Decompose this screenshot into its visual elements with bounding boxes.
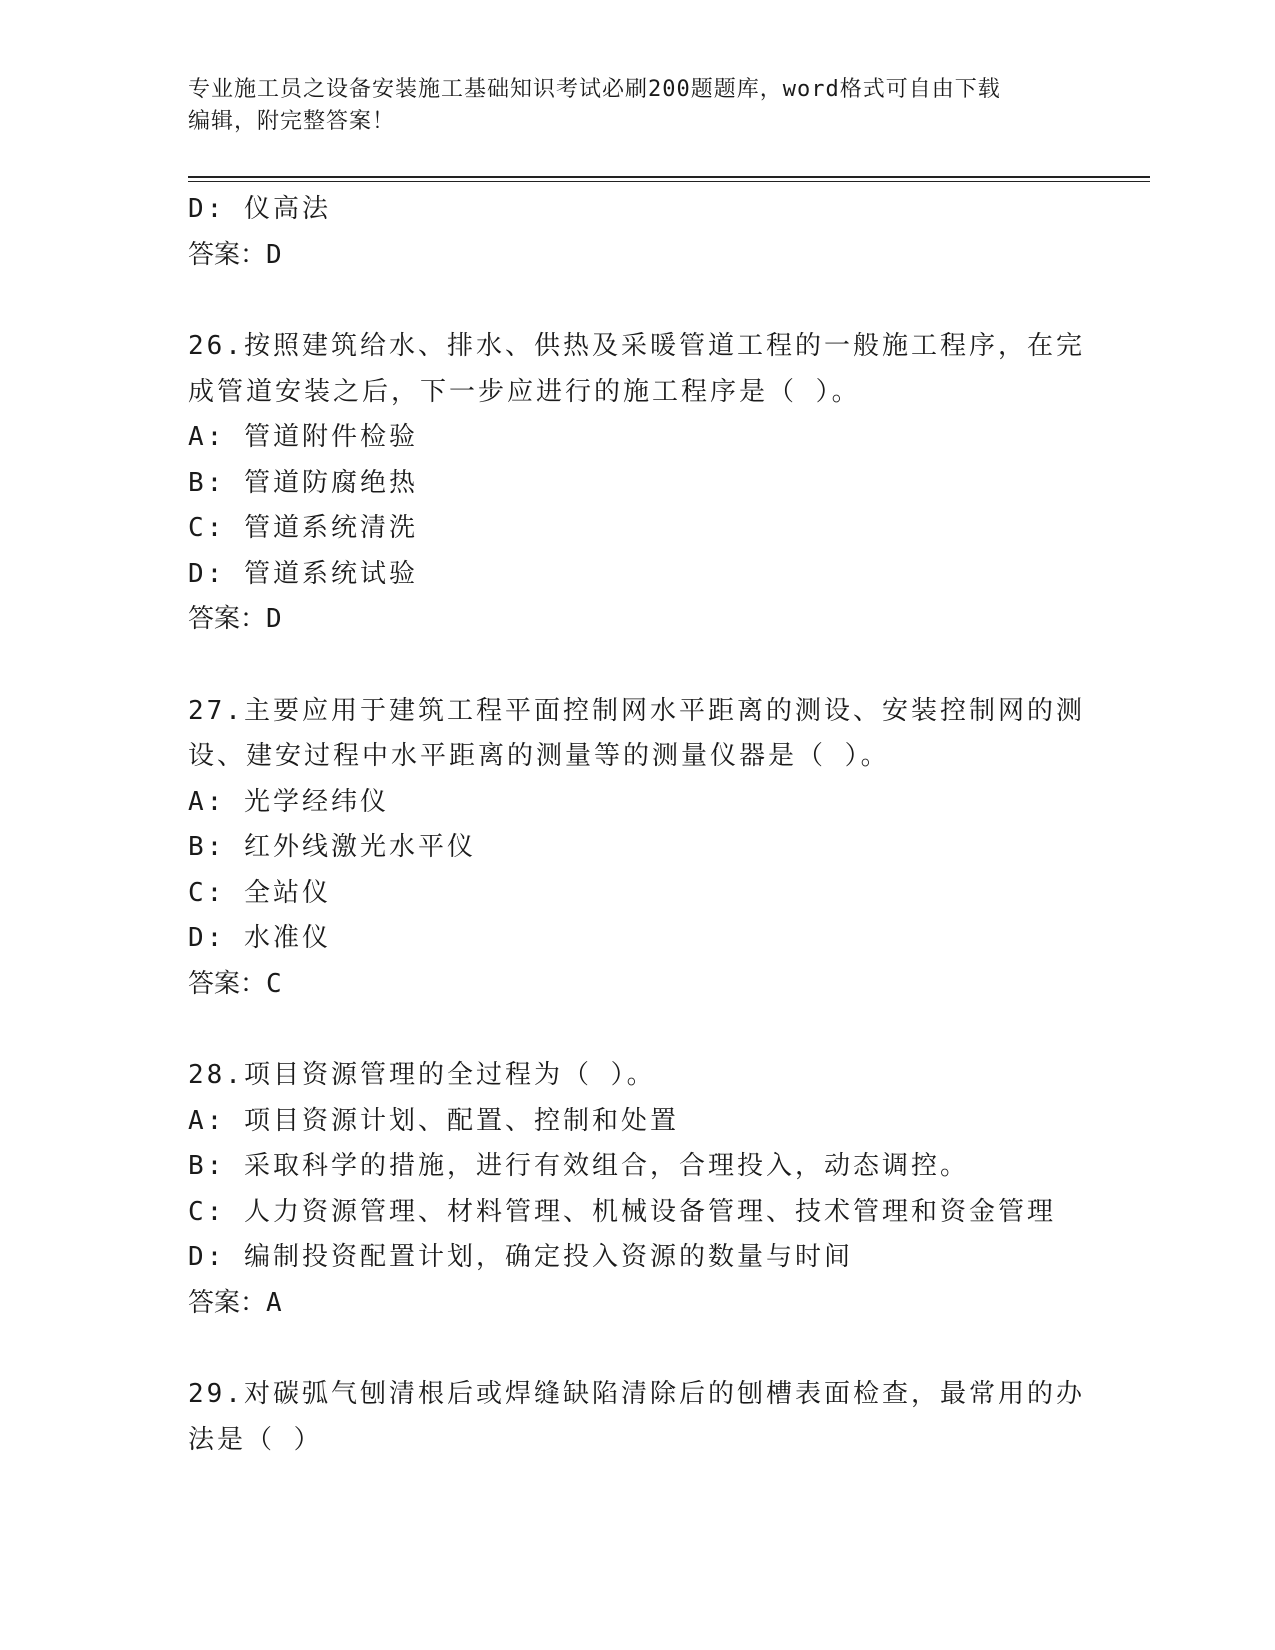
header-line-2: 编辑，附完整答案！ bbox=[188, 109, 396, 134]
option-a: A: 光学经纬仪 bbox=[188, 786, 389, 817]
option-a: A: 管道附件检验 bbox=[188, 422, 418, 452]
option-c: C: 人力资源管理、材料管理、机械设备管理、技术管理和资金管理 bbox=[188, 1196, 1056, 1227]
option-d: D: 管道系统试验 bbox=[188, 558, 418, 589]
option-c: C: 管道系统清洗 bbox=[188, 513, 418, 543]
header-line-1: 专业施工员之设备安装施工基础知识考试必刷200题题库，word格式可自由下载 bbox=[188, 77, 1001, 102]
answer: 答案：A bbox=[188, 1287, 282, 1318]
question-text: 27.主要应用于建筑工程平面控制网水平距离的测设、安装控制网的测 bbox=[188, 695, 1085, 726]
question-text: 法是（ ） bbox=[188, 1424, 323, 1455]
prev-answer: 答案：D bbox=[188, 239, 282, 270]
question-content bbox=[188, 187, 1088, 1463]
answer: 答案：D bbox=[188, 604, 282, 634]
question-29 bbox=[188, 1372, 1088, 1463]
question-text: 28.项目资源管理的全过程为（ ）。 bbox=[188, 1060, 656, 1090]
header-divider-thick bbox=[188, 176, 1150, 178]
option-d: D: 编制投资配置计划，确定投入资源的数量与时间 bbox=[188, 1242, 853, 1272]
option-b: B: 红外线激光水平仪 bbox=[188, 832, 476, 862]
option-b: B: 管道防腐绝热 bbox=[188, 467, 418, 498]
question-text: 设、建安过程中水平距离的测量等的测量仪器是（ ）。 bbox=[188, 741, 890, 771]
header-divider-thin bbox=[188, 181, 1150, 182]
question-26 bbox=[188, 324, 1088, 643]
question-27 bbox=[188, 689, 1088, 1008]
option-b: B: 采取科学的措施，进行有效组合，合理投入，动态调控。 bbox=[188, 1151, 969, 1181]
question-text: 26.按照建筑给水、排水、供热及采暖管道工程的一般施工程序，在完 bbox=[188, 331, 1085, 361]
document-header bbox=[188, 74, 1088, 138]
prev-option-d: D: 仪高法 bbox=[188, 194, 331, 224]
answer: 答案：C bbox=[188, 968, 282, 999]
option-d: D: 水准仪 bbox=[188, 923, 331, 953]
question-text: 成管道安装之后，下一步应进行的施工程序是（ ）。 bbox=[188, 376, 861, 407]
question-28 bbox=[188, 1053, 1088, 1326]
option-c: C: 全站仪 bbox=[188, 877, 331, 908]
question-text: 29.对碳弧气刨清根后或焊缝缺陷清除后的刨槽表面检查，最常用的办 bbox=[188, 1379, 1085, 1409]
option-a: A: 项目资源计划、配置、控制和处置 bbox=[188, 1105, 679, 1136]
